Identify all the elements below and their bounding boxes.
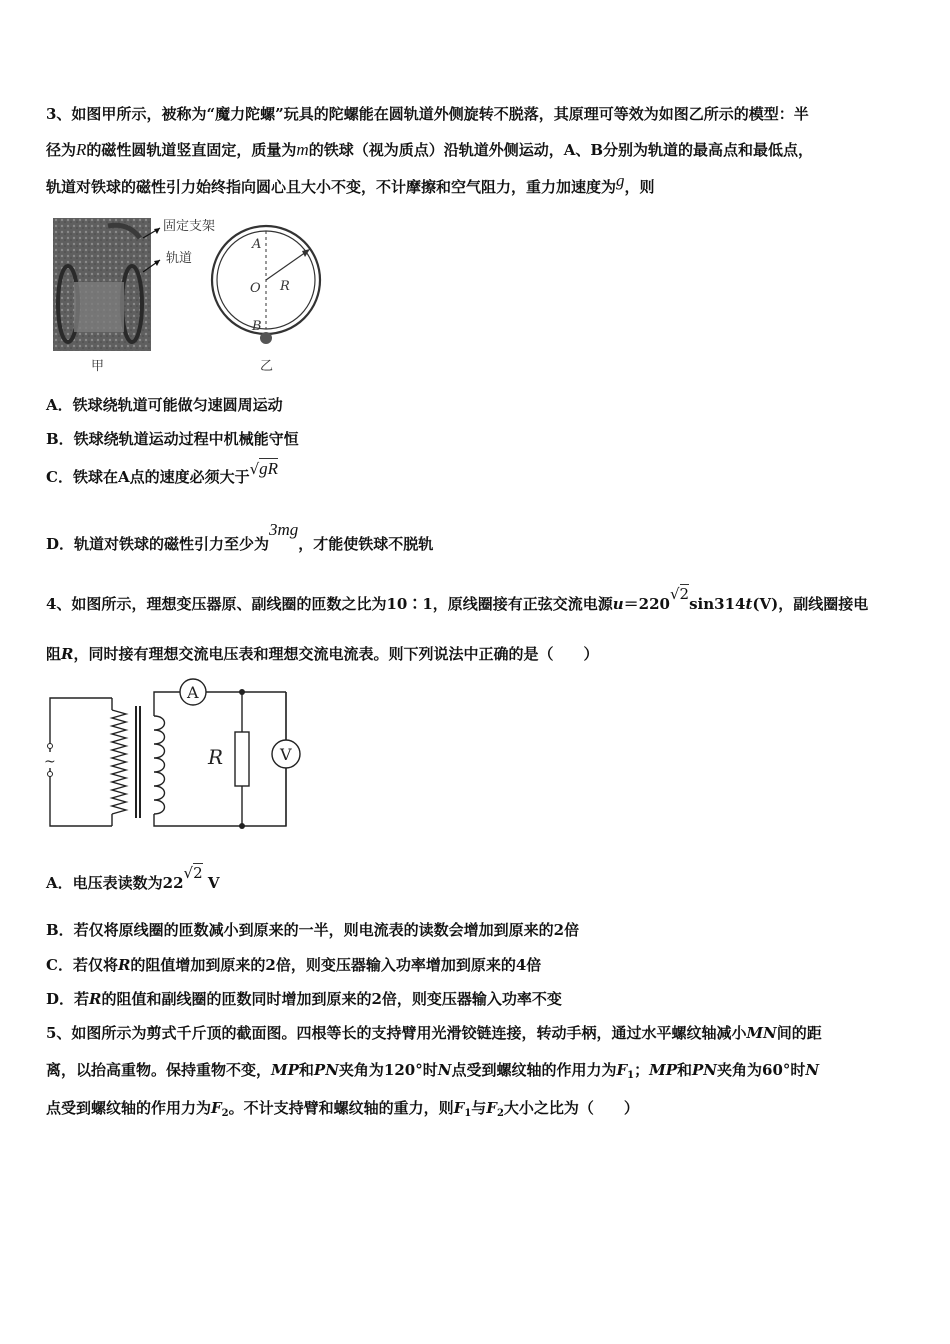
q4-option-a: A．电压表读数为22√2 V (46, 864, 220, 892)
q3-line-2: 径为R的磁性圆轨道竖直固定，质量为m的铁球（视为质点）沿轨道外侧运动，A、B分别为轨道的最高点和最低点， (46, 140, 814, 159)
q4-option-b: B．若仅将原线圈的匝数减小到原来的一半，则电流表的读数会增加到原来的2倍 (46, 921, 580, 939)
q3-figure (48, 212, 338, 380)
label-R: R (280, 279, 290, 294)
q3-option-b: B．铁球绕轨道运动过程中机械能守恒 (46, 430, 299, 448)
label-O: O (250, 281, 261, 296)
label-yi: 乙 (260, 359, 274, 374)
label-B: B (252, 319, 262, 334)
primary-wire (50, 698, 112, 826)
q3-option-a: A．铁球绕轨道可能做匀速圆周运动 (46, 396, 283, 414)
q3-option-c: C．铁球在A点的速度必须大于√gR (46, 459, 279, 486)
ammeter-label: A (187, 683, 199, 702)
q4-line-1: 4、如图所示，理想变压器原、副线圈的匝数之比为10∶1，原线圈接有正弦交流电源u＝220√2sin314t(V)，副线圈接电 (46, 585, 869, 613)
junction-top (239, 689, 245, 695)
q4-line-2: 阻R，同时接有理想交流电压表和理想交流电流表。则下列说法中正确的是（ ） (46, 645, 599, 663)
q5-line-3: 点受到螺纹轴的作用力为$F_2$。不计支持臂和螺纹轴的重力，则$F_1$与$F_2$大小之比为（ ） (46, 1099, 639, 1119)
sqrt-gR: √gR (249, 459, 279, 478)
secondary-coil (154, 716, 165, 814)
voltmeter-label: V (280, 745, 292, 764)
ac-source-symbol: ~ (44, 754, 56, 770)
radius-line (266, 252, 306, 280)
q3-line-1: 3、如图甲所示，被称为“魔力陀螺”玩具的陀螺能在圆轨道外侧旋转不脱落，其原理可等效为如图乙所示的模型：半 (46, 105, 809, 123)
resistor-label: R (208, 745, 224, 769)
junction-bottom (239, 823, 245, 829)
q3-line-3: 轨道对铁球的磁性引力始终指向圆心且大小不变，不计摩擦和空气阻力，重力加速度为g，则 (46, 171, 655, 196)
source-terminal-bottom (48, 772, 53, 777)
photo-jia (53, 218, 151, 351)
q4-option-d: D．若R的阻值和副线圈的匝数同时增加到原来的2倍，则变压器输入功率不变 (46, 990, 562, 1008)
label-track: 轨道 (166, 251, 193, 266)
source-terminal-top (48, 744, 53, 749)
q3-option-d: D．轨道对铁球的磁性引力至少为3mg，才能使铁球不脱轨 (46, 520, 434, 553)
label-bracket: 固定支架 (163, 219, 216, 234)
sqrt-2-option: √2 (183, 864, 203, 882)
q4-option-c: C．若仅将R的阻值增加到原来的2倍，则变压器输入功率增加到原来的4倍 (46, 956, 542, 974)
sqrt-2: √2 (669, 585, 690, 603)
label-A: A (252, 237, 262, 252)
q5-line-2: 离，以抬高重物。保持重物不变，MP和PN夹角为120°时N点受到螺纹轴的作用力为$F_1$；MP和PN夹角为60°时N (46, 1061, 820, 1081)
q5-line-1: 5、如图所示为剪式千斤顶的截面图。四根等长的支持臂用光滑铰链连接，转动手柄，通过水平螺纹轴减小MN间的距 (46, 1024, 822, 1042)
primary-coil (112, 710, 126, 814)
label-jia: 甲 (91, 359, 105, 374)
iron-ball (260, 332, 272, 344)
resistor (235, 732, 249, 786)
track-diagram-yi (212, 226, 320, 374)
q4-circuit (44, 678, 304, 834)
